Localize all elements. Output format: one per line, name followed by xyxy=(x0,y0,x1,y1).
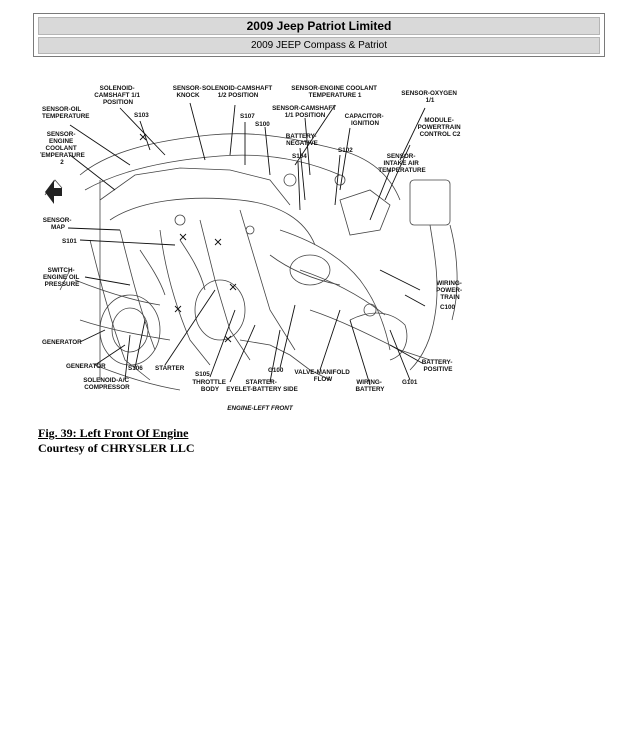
leader-lines xyxy=(68,103,425,385)
label-valve-manifold: VALVE-MANIFOLD FLOW xyxy=(294,369,350,383)
label-c100: C100 xyxy=(440,304,456,311)
label-g101: G101 xyxy=(402,379,418,386)
label-sensor-knock: SENSOR- KNOCK xyxy=(172,85,202,99)
document-header xyxy=(33,13,605,57)
label-s100: S100 xyxy=(255,121,270,128)
label-module-powertrain: MODULE- POWERTRAIN CONTROL C2 xyxy=(417,117,461,138)
label-sensor-ect-2: SENSOR- ENGINE COOLANT TEMPERATURE 2 xyxy=(40,131,85,166)
caption-title: Fig. 39: Left Front Of Engine xyxy=(38,426,189,440)
engine-diagram xyxy=(40,80,480,420)
header-title: 2009 Jeep Patriot Limited xyxy=(38,17,600,35)
label-sensor-camshaft-1-1: SENSOR-CAMSHAFT 1/1 POSITION xyxy=(272,105,337,119)
label-generator-1: GENERATOR xyxy=(42,339,82,346)
label-sensor-map: SENSOR- MAP xyxy=(42,217,72,231)
label-starter-eyelet: STARTER- EYELET-BATTERY SIDE xyxy=(226,379,298,393)
label-sensor-oil-temperature: SENSOR-OIL TEMPERATURE xyxy=(42,106,90,120)
label-g100: G100 xyxy=(268,367,284,374)
label-starter: STARTER xyxy=(155,365,185,372)
label-s107: S107 xyxy=(240,113,255,120)
label-throttle-body: THROTTLE BODY xyxy=(192,379,226,393)
figure-caption xyxy=(38,426,195,456)
label-s103: S103 xyxy=(134,112,149,119)
label-solenoid-camshaft-1-1: SOLENOID- CAMSHAFT 1/1 POSITION xyxy=(94,85,141,106)
label-solenoid-ac: SOLENOID-A/C COMPRESSOR xyxy=(83,377,130,391)
label-battery-positive: BATTERY- POSITIVE xyxy=(421,359,453,373)
label-s106: S106 xyxy=(128,365,143,372)
label-s104: S104 xyxy=(292,153,307,160)
label-solenoid-camshaft-1-2: SOLENOID-CAMSHAFT 1/2 POSITION xyxy=(201,85,273,99)
label-capacitor-ignition: CAPACITOR- IGNITION xyxy=(344,113,384,127)
label-s102: S102 xyxy=(338,147,353,154)
engine-diagram-svg xyxy=(40,80,480,420)
label-sensor-oxygen: SENSOR-OXYGEN 1/1 xyxy=(401,90,457,104)
label-sensor-iat: SENSOR- INTAKE AIR TEMPERATURE xyxy=(378,153,426,174)
label-wiring-powertrain: WIRING- POWER- TRAIN xyxy=(436,280,463,301)
label-battery-negative: BATTERY- NEGATIVE xyxy=(285,133,318,147)
label-wiring-battery: WIRING- BATTERY xyxy=(355,379,385,393)
label-s105: S105 xyxy=(195,371,210,378)
header-subtitle: 2009 JEEP Compass & Patriot xyxy=(38,37,600,54)
caption-credit: Courtesy of CHRYSLER LLC xyxy=(38,441,195,455)
label-sensor-ect-1: SENSOR-ENGINE COOLANT TEMPERATURE 1 xyxy=(291,85,377,99)
label-switch-oil-pressure: SWITCH- ENGINE OIL PRESSURE xyxy=(42,267,80,288)
label-s101: S101 xyxy=(62,238,77,245)
label-generator-2: GENERATOR xyxy=(66,363,106,370)
label-view-engine-left-front: ENGINE-LEFT FRONT xyxy=(227,405,293,412)
front-arrow-icon xyxy=(45,180,62,204)
